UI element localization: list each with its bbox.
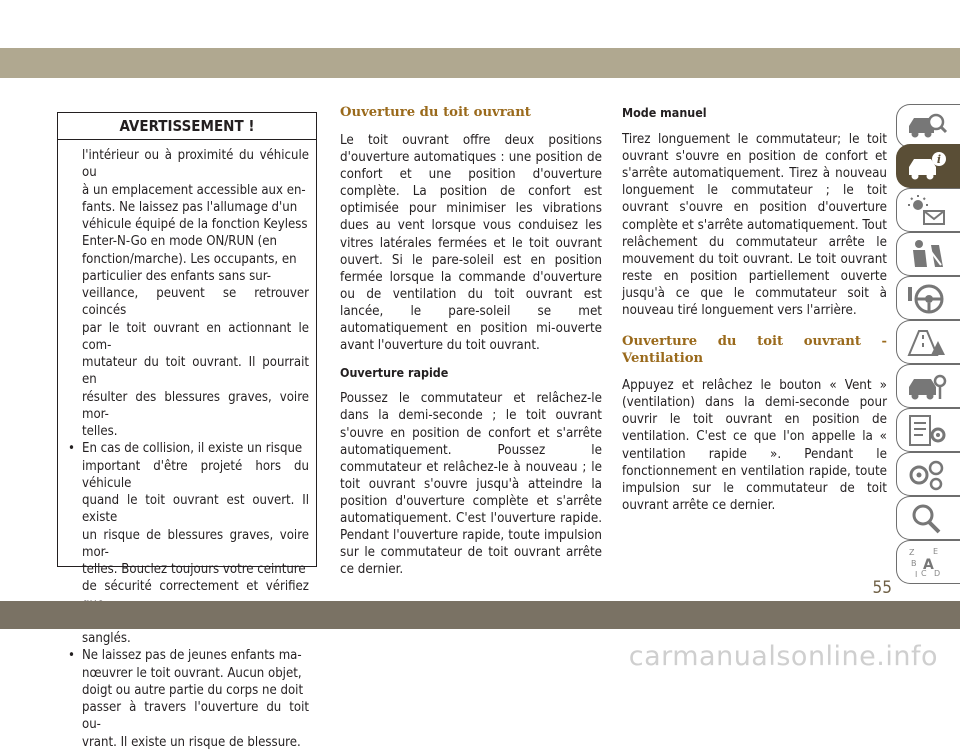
seat-safety-icon (905, 237, 949, 273)
warning-line: par le toit ouvrant en actionnant le com- (82, 320, 309, 353)
paragraph-ventilation: Appuyez et relâchez le bouton « Vent » (ventilation) dans la demi-seconde pour ouvrir le toit ouvrant en position de ventilation. C'est ce que l'on appelle la « ventilation rapide ». Pendant le fonctionnement en ventilation rapide, toute impulsion sur le commutateur de toit ouvrant arrête ce dernier. (622, 378, 887, 513)
warning-line: telles. Bouclez toujours votre ceinture (82, 562, 306, 577)
warning-line: fonction/marche). Les occupants, en (82, 251, 297, 267)
svg-text:E: E (933, 547, 939, 556)
watermark: carmanualsonline.info (628, 641, 938, 672)
svg-text:I: I (915, 570, 918, 579)
middle-column (340, 104, 602, 578)
warning-title: AVERTISSEMENT ! (58, 113, 316, 140)
warning-lights-icon (905, 193, 949, 229)
warning-box (57, 112, 317, 750)
svg-text:Z: Z (909, 548, 915, 557)
warning-line: Enter-N-Go en mode ON/RUN (en (82, 234, 277, 250)
section-heading-opening: Ouverture du toit ouvrant (340, 105, 531, 120)
tab-specifications[interactable] (896, 408, 960, 452)
section-heading-ventilation: Ouverture du toit ouvrant - Ventilation (622, 334, 887, 367)
warning-body (58, 140, 316, 751)
warning-line: doigt ou autre partie du corps ne doit (82, 682, 304, 698)
warning-line: sanglés. (82, 631, 131, 646)
specifications-icon (905, 413, 949, 449)
warning-line: l'intérieur ou à proximité du véhicule ou (82, 148, 309, 181)
tab-steering-wheel[interactable] (896, 276, 960, 320)
warning-bullet-line: • Ne laissez pas de jeunes enfants ma- (65, 647, 309, 664)
header-band (0, 48, 960, 78)
tab-car-info[interactable] (896, 144, 960, 188)
tab-warning-lights[interactable] (896, 188, 960, 232)
tab-car-search[interactable] (896, 104, 960, 148)
warning-line: nœuvrer le toit ouvrant. Aucun objet, (82, 665, 302, 681)
tab-road-emergency[interactable] (896, 320, 960, 364)
tab-multimedia-settings[interactable] (896, 452, 960, 496)
road-emergency-icon (905, 325, 949, 361)
paragraph-opening-intro: Le toit ouvrant offre deux positions d'ouverture automatiques : une position de confort et une position d'ouverture complète. La position de confort est optimisée pour minimiser les vibrations dues au vent lorsque vous conduisez les vitres latérales fermées et le toit ouvrant ouvert. Si le pare-soleil est en position fermée lorsque la commande d'ouverture ou de ventilation du toit ouvrant est lancée, le pare-soleil se met automatiquement en position mi-ouverte avant l'ouverture du toit ouvrant. (340, 133, 602, 354)
svg-text:C: C (921, 569, 927, 578)
warning-bullet-line: • En cas de collision, il existe un risque (65, 440, 309, 457)
page-number: 55 (872, 578, 892, 598)
warning-line: résulter des blessures graves, voire mor- (82, 389, 309, 422)
tab-alphabetical-index[interactable] (896, 540, 960, 584)
car-service-icon (905, 369, 949, 405)
paragraph-manual-mode: Tirez longuement le commutateur; le toit ouvrant s'ouvre en position de confort et s'arrête automatiquement. Tirez à nouveau longuement le commutateur ; le toit ouvrant s'ouvre en position d'ouverture complète et s'arrête automatiquement. Tout relâchement du commutateur arrête le mouvement du toit ouvrant. Le toit ouvrant reste en position partiellement ouverte jusqu'à ce que le commutateur soit à nouveau tiré longuement vers l'arrière. (622, 132, 887, 319)
multimedia-settings-icon (905, 457, 949, 493)
svg-text:B: B (911, 559, 917, 568)
search-icon (905, 501, 949, 537)
warning-line: de sécurité correctement et vérifiez (82, 579, 309, 595)
warning-line: telles. (82, 424, 118, 439)
tab-car-service[interactable] (896, 364, 960, 408)
car-search-icon (905, 109, 949, 145)
warning-line: vrant. Il existe un risque de blessure. (82, 734, 301, 750)
right-column (622, 104, 887, 514)
svg-text:A: A (923, 557, 934, 573)
warning-line: important d'être projeté hors du véhicule (82, 458, 309, 491)
svg-text:D: D (934, 569, 941, 578)
svg-text:i: i (936, 153, 942, 166)
steering-wheel-icon (905, 281, 949, 317)
warning-line: passer à travers l'ouverture du toit ou- (82, 700, 309, 733)
alphabetical-index-icon (905, 545, 949, 581)
subheading-quick-opening: Ouverture rapide (340, 365, 449, 381)
warning-line: à un emplacement accessible aux en- (82, 182, 306, 198)
warning-line: quand le toit ouvrant est ouvert. Il existe (82, 493, 309, 526)
warning-line: mutateur du toit ouvrant. Il pourrait en (82, 355, 309, 388)
tab-seat-safety[interactable] (896, 232, 960, 276)
tab-search[interactable] (896, 496, 960, 540)
car-info-icon (905, 149, 949, 185)
subheading-manual-mode: Mode manuel (622, 105, 707, 120)
warning-line: particulier des enfants sans sur- (82, 268, 271, 284)
warning-line: fants. Ne laissez pas l'allumage d'un (82, 199, 298, 215)
warning-line: véhicule équipé de la fonction Keyless (82, 217, 308, 232)
warning-line: un risque de blessures graves, voire mor- (82, 527, 309, 560)
paragraph-quick-opening: Poussez le commutateur et relâchez-le dans la demi-seconde ; le toit ouvrant s'ouvre en position de confort et s'arrête automatiquement. Poussez le commutateur et relâchez-le à nouveau ; le toit ouvrant s'ouvre jusqu'à atteindre la position d'ouverture complète et s'arrête automatiquement. C'est l'ouverture rapide. Pendant l'ouverture rapide, toute impulsion sur le commutateur de toit ouvrant arrête ce dernier. (340, 391, 602, 578)
warning-line: veillance, peuvent se retrouver coincés (82, 286, 309, 319)
footer-band (0, 601, 960, 629)
